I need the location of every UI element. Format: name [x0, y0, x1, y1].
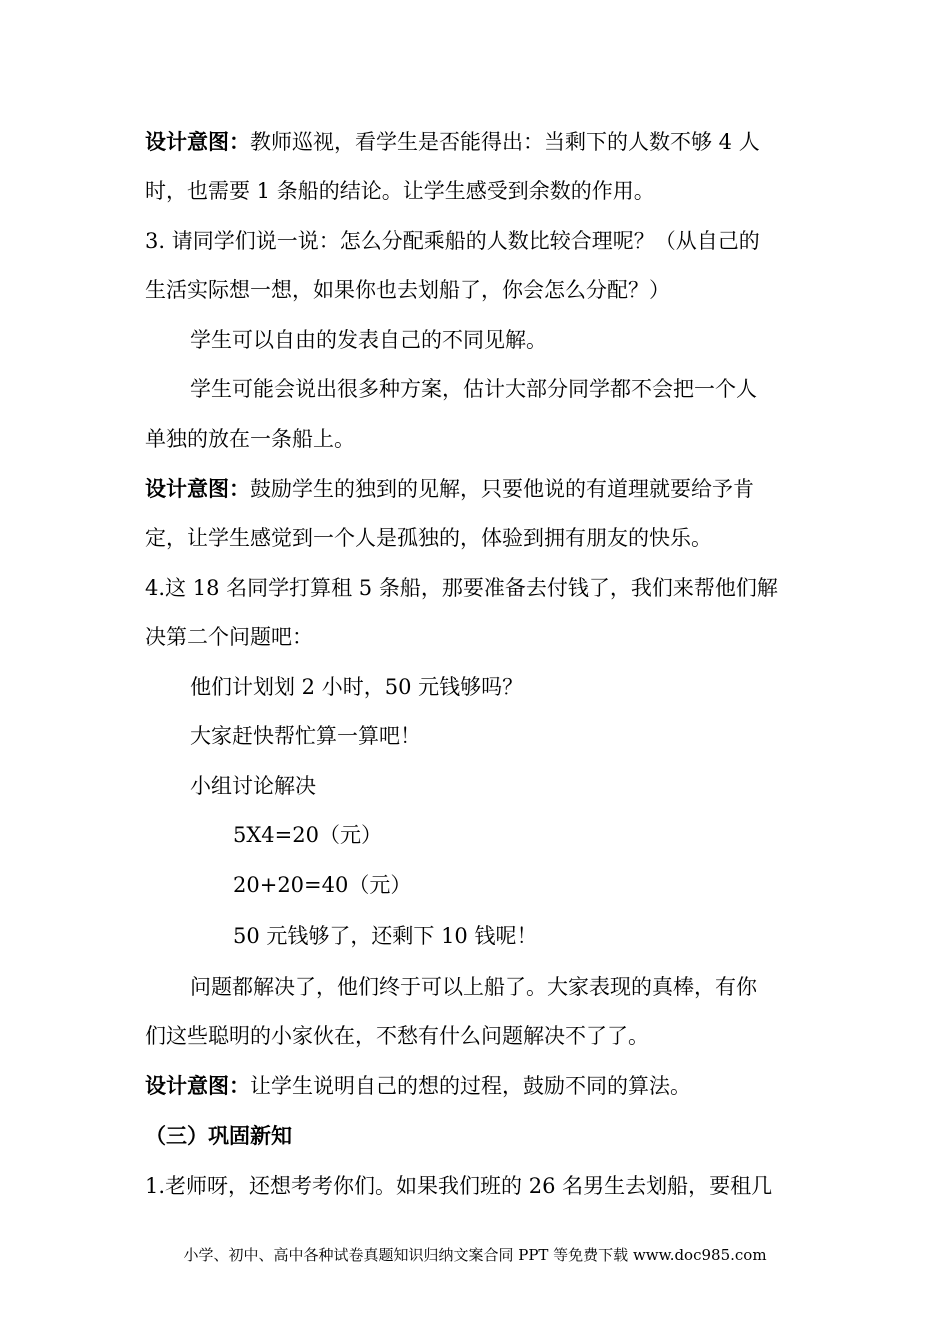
- question-3-line: 3. 请同学们说一说：怎么分配乘船的人数比较合理呢？（从自己的: [145, 229, 760, 253]
- design-intent-label: 设计意图：: [145, 477, 250, 501]
- question-4-line: 4.这 18 名同学打算租 5 条船，那要准备去付钱了，我们来帮他们解: [145, 576, 778, 600]
- paragraph-line: 小组讨论解决: [190, 774, 316, 798]
- design-intent-label: 设计意图：: [145, 130, 250, 154]
- design-intent-label: 设计意图：: [145, 1074, 250, 1098]
- paragraph-line: 学生可以自由的发表自己的不同见解。: [190, 328, 547, 352]
- paragraph-line: 问题都解决了，他们终于可以上船了。大家表现的真棒，有你: [190, 975, 757, 999]
- design-intent-paragraph-3: [145, 1072, 810, 1100]
- question-1-line: 1.老师呀，还想考考你们。如果我们班的 26 名男生去划船，要租几: [145, 1174, 773, 1198]
- paragraph-text: 让学生说明自己的想的过程，鼓励不同的算法。: [250, 1074, 691, 1098]
- paragraph-line: 决第二个问题吧：: [145, 625, 313, 649]
- calculation-line: 5X4=20（元）: [233, 823, 382, 847]
- design-intent-paragraph-2: [145, 475, 810, 503]
- section-heading: （三）巩固新知: [145, 1124, 292, 1148]
- paragraph-text: 鼓励学生的独到的见解，只要他说的有道理就要给予肯: [250, 477, 754, 501]
- design-intent-paragraph-1: [145, 128, 810, 156]
- calculation-result-line: 50 元钱够了，还剩下 10 钱呢！: [233, 924, 538, 948]
- paragraph-line: 时，也需要 1 条船的结论。让学生感受到余数的作用。: [145, 179, 655, 203]
- paragraph-line: 定，让学生感觉到一个人是孤独的，体验到拥有朋友的快乐。: [145, 526, 712, 550]
- paragraph-text: 教师巡视，看学生是否能得出：当剩下的人数不够 4 人: [250, 130, 760, 154]
- calculation-line: 20+20=40（元）: [233, 873, 412, 897]
- paragraph-line: 学生可能会说出很多种方案，估计大部分同学都不会把一个人: [190, 377, 757, 401]
- paragraph-line: 生活实际想一想，如果你也去划船了，你会怎么分配？）: [145, 278, 670, 302]
- paragraph-line: 单独的放在一条船上。: [145, 427, 355, 451]
- paragraph-line: 大家赶快帮忙算一算吧！: [190, 724, 421, 748]
- paragraph-line: 他们计划划 2 小时，50 元钱够吗？: [190, 675, 524, 699]
- page-footer: 小学、初中、高中各种试卷真题知识归纳文案合同 PPT 等免费下载 www.doc985.com: [183, 1246, 767, 1264]
- paragraph-line: 们这些聪明的小家伙在，不愁有什么问题解决不了了。: [145, 1024, 649, 1048]
